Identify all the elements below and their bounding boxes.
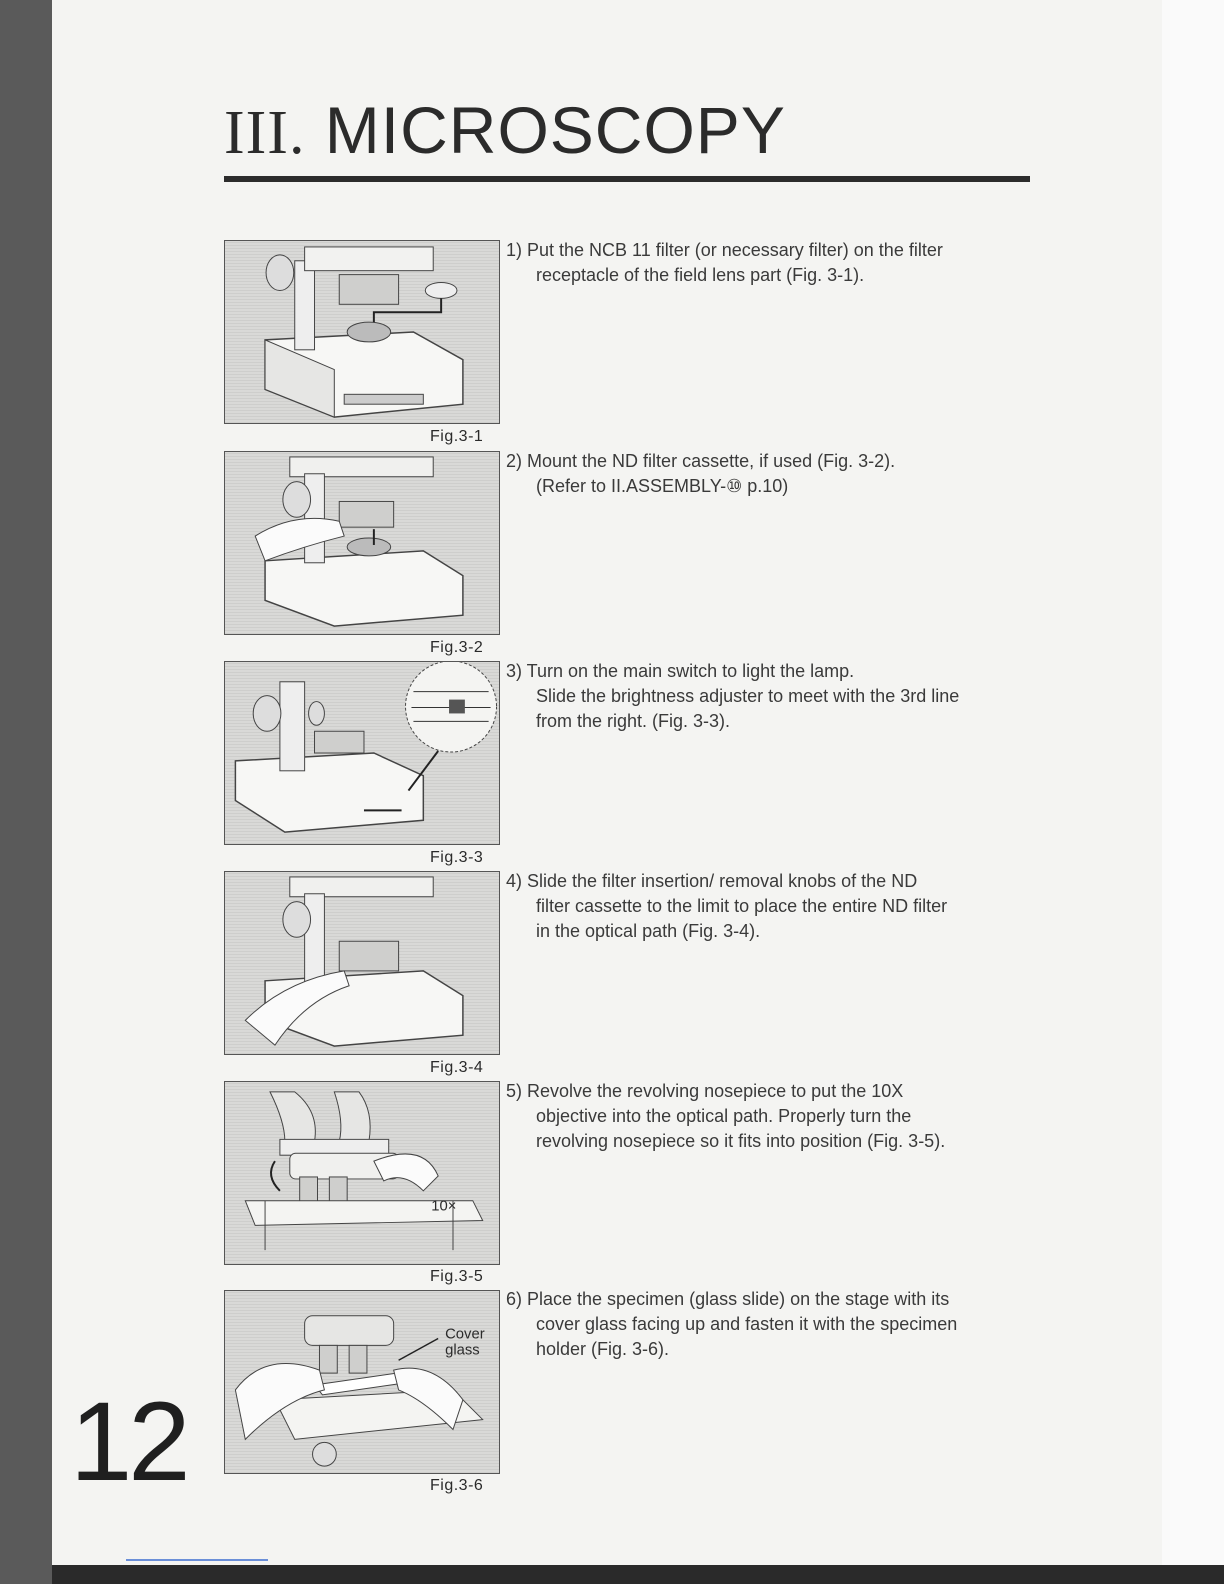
caption-fig-3-4: Fig.3-4 — [430, 1059, 484, 1076]
step-2 — [506, 449, 1036, 499]
step-5-line-2: objective into the optical path. Properly turn the — [536, 1106, 912, 1126]
brightness-adjuster-illustration — [225, 662, 499, 844]
step-6-line-3: holder (Fig. 3-6). — [536, 1339, 670, 1359]
callout-cover: Cover — [445, 1326, 485, 1343]
step-2-line-1: 2) Mount the ND filter cassette, if used (Fig. 3-2). — [506, 451, 896, 471]
step-6-line-1: 6) Place the specimen (glass slide) on the stage with its — [506, 1289, 950, 1309]
filter-knob-illustration — [225, 872, 499, 1054]
figure-3-3 — [224, 661, 500, 845]
page-number: 12 — [70, 1379, 187, 1504]
step-3-line-1: 3) Turn on the main switch to light the lamp. — [506, 661, 855, 681]
step-1 — [506, 238, 1036, 288]
step-3 — [506, 659, 1036, 734]
step-5 — [506, 1079, 1036, 1154]
step-4-line-3: in the optical path (Fig. 3-4). — [536, 921, 761, 941]
step-6-line-2: cover glass facing up and fasten it with the specimen — [536, 1314, 958, 1334]
step-6 — [506, 1287, 1036, 1362]
page-bottom-edge — [52, 1565, 1224, 1584]
figure-3-1 — [224, 240, 500, 424]
title-rule — [224, 176, 1030, 182]
selection-underline — [126, 1559, 268, 1561]
figure-3-5 — [224, 1081, 500, 1265]
caption-fig-3-5: Fig.3-5 — [430, 1268, 484, 1285]
step-2-line-2: (Refer to II.ASSEMBLY-⑩ p.10) — [536, 476, 789, 496]
specimen-placement-illustration — [225, 1291, 499, 1473]
page-title — [224, 92, 786, 169]
figure-3-6 — [224, 1290, 500, 1474]
step-4 — [506, 869, 1036, 944]
caption-fig-3-2: Fig.3-2 — [430, 639, 484, 656]
callout-10x: 10× — [431, 1198, 457, 1215]
callout-glass: glass — [445, 1342, 480, 1359]
title-roman-numeral: III. — [224, 99, 306, 167]
step-1-line-1: 1) Put the NCB 11 filter (or necessary filter) on the filter — [506, 240, 943, 260]
figure-3-4 — [224, 871, 500, 1055]
step-3-line-2: Slide the brightness adjuster to meet with the 3rd line — [536, 686, 960, 706]
nd-filter-cassette-illustration — [225, 452, 499, 634]
microscope-base-illustration — [225, 241, 499, 423]
figure-3-2 — [224, 451, 500, 635]
step-1-line-2: receptacle of the field lens part (Fig. 3-1). — [536, 265, 865, 285]
step-4-line-1: 4) Slide the filter insertion/ removal knobs of the ND — [506, 871, 918, 891]
caption-fig-3-3: Fig.3-3 — [430, 849, 484, 866]
title-text: MICROSCOPY — [324, 93, 786, 167]
step-5-line-1: 5) Revolve the revolving nosepiece to put the 10X — [506, 1081, 904, 1101]
revolving-nosepiece-illustration — [225, 1082, 499, 1264]
caption-fig-3-1: Fig.3-1 — [430, 428, 484, 445]
step-4-line-2: filter cassette to the limit to place the entire ND filter — [536, 896, 948, 916]
step-3-line-3: from the right. (Fig. 3-3). — [536, 711, 731, 731]
caption-fig-3-6: Fig.3-6 — [430, 1477, 484, 1494]
step-5-line-3: revolving nosepiece so it fits into position (Fig. 3-5). — [536, 1131, 946, 1151]
page-right-margin — [1162, 0, 1224, 1584]
